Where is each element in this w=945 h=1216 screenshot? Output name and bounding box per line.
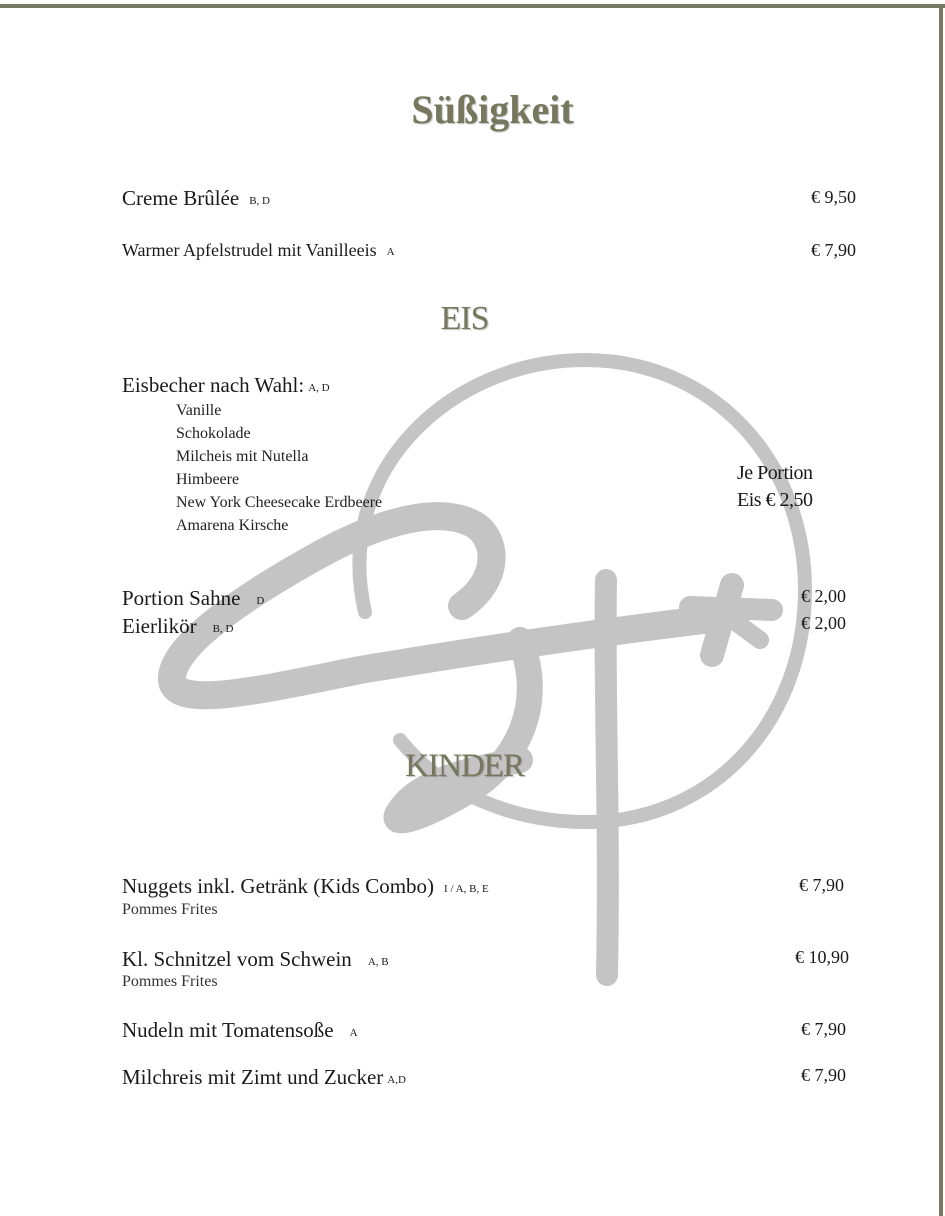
- item-allergens: B, D: [212, 623, 234, 635]
- menu-item-nuggets: [122, 874, 489, 899]
- item-price: € 2,00: [801, 613, 846, 633]
- item-allergens: B, D: [249, 195, 270, 207]
- item-name: Nudeln mit Tomatensoße: [122, 1018, 334, 1042]
- item-allergens: A, B: [367, 956, 389, 968]
- item-allergens: D: [256, 595, 265, 607]
- menu-item-schnitzel: [122, 947, 389, 972]
- item-name: Milchreis mit Zimt und Zucker: [122, 1065, 384, 1089]
- item-allergens: A: [349, 1027, 358, 1039]
- menu-item-eisbecher: [122, 373, 330, 398]
- portion-note-line: Je Portion: [737, 462, 813, 484]
- menu-item-eierlikoer: [122, 614, 233, 639]
- item-name: Eierlikör: [122, 614, 197, 638]
- menu-item-creme-brulee: [122, 186, 270, 211]
- item-name: Kl. Schnitzel vom Schwein: [122, 947, 352, 971]
- menu-item-portion-sahne: [122, 586, 264, 611]
- item-name: Creme Brûlée: [122, 186, 240, 210]
- item-price: € 7,90: [801, 1065, 846, 1085]
- flavor-item: Vanille: [176, 402, 222, 419]
- flavor-item: New York Cheesecake Erdbeere: [176, 494, 383, 511]
- item-price: € 10,90: [795, 947, 849, 967]
- menu-item-nudeln: [122, 1018, 358, 1043]
- portion-price-note: [737, 460, 813, 514]
- portion-note-line: Eis € 2,50: [737, 489, 813, 511]
- item-allergens: A: [386, 246, 395, 258]
- item-price: € 2,00: [801, 586, 846, 606]
- flavor-item: Himbeere: [176, 471, 240, 488]
- item-price: € 7,90: [801, 1019, 846, 1039]
- flavor-list: [176, 399, 382, 537]
- menu-item-apfelstrudel: [122, 240, 395, 261]
- section-title-eis: EIS: [440, 300, 489, 337]
- section-title-kinder: KINDER: [405, 748, 524, 784]
- item-price: € 7,90: [799, 875, 844, 895]
- item-name: Nuggets inkl. Getränk (Kids Combo): [122, 874, 435, 898]
- item-price: € 9,50: [811, 187, 856, 207]
- item-price: € 7,90: [811, 240, 856, 260]
- item-name: Warmer Apfelstrudel mit Vanilleeis: [122, 240, 377, 260]
- menu-item-milchreis: [122, 1065, 406, 1090]
- item-name: Eisbecher nach Wahl:: [122, 373, 305, 397]
- item-name: Portion Sahne: [122, 586, 241, 610]
- flavor-item: Schokolade: [176, 425, 251, 442]
- item-side: Pommes Frites: [122, 901, 218, 918]
- flavor-item: Milcheis mit Nutella: [176, 448, 309, 465]
- item-allergens: A, D: [308, 382, 330, 394]
- item-side: Pommes Frites: [122, 973, 218, 990]
- flavor-item: Amarena Kirsche: [176, 517, 289, 534]
- item-allergens: I / A, B, E: [444, 883, 489, 895]
- item-allergens: A,D: [387, 1074, 406, 1086]
- section-title-suessigkeit: Süßigkeit: [411, 87, 574, 132]
